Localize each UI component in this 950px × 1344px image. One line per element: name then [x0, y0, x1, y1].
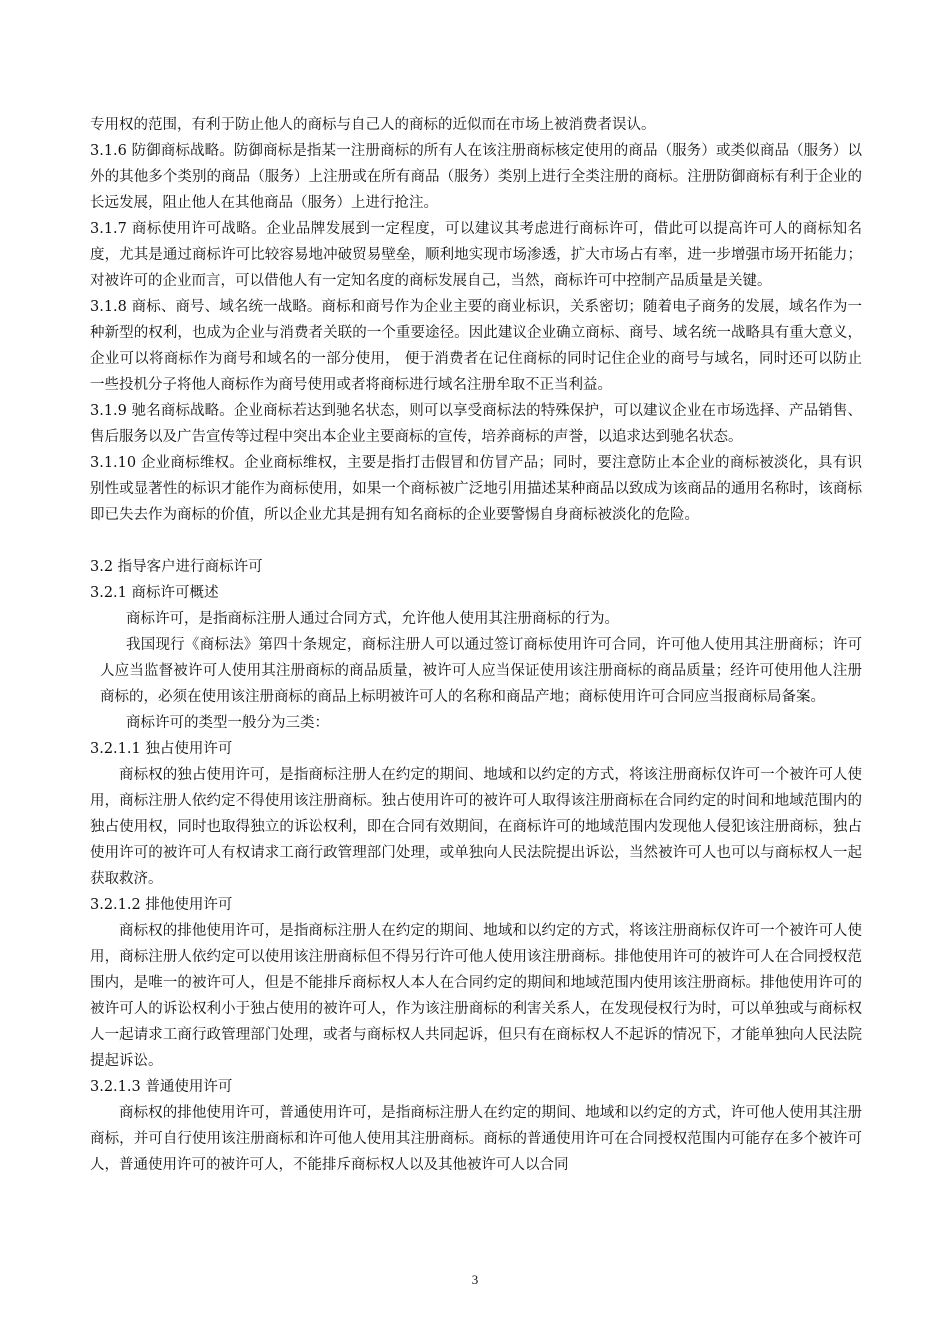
paragraph-3-1-6: 3.1.6 防御商标战略。防御商标是指某一注册商标的所有人在该注册商标核定使用的商品（服务）或类似商品（服务）以外的其他多个类别的商品（服务）上注册或在所有商品（服务）类别上进行全类注册的商标。注册防御商标有利于企业的长远发展，阻止他人在其他商品（服务）上进行抢注。 [90, 143, 862, 211]
paragraph-exclusive-license: 商标权的独占使用许可，是指商标注册人在约定的期间、地域和以约定的方式，将该注册商标仅许可一个被许可人使用，商标注册人依约定不得使用该注册商标。独占使用许可的被许可人取得该注册商标在合同约定的时间和地域范围内的独占使用权，同时也取得独立的诉讼权利，即在合同有效期间，在商标许可的地域范围内发现他人侵犯该注册商标，独占使用许可的被许可人有权请求工商行政管理部门处理，或单独向人民法院提出诉讼，当然被许可人也可以与商标权人一起获取救济。 [90, 767, 862, 887]
paragraph-trademark-law-article-40: 我国现行《商标法》第四十条规定，商标注册人可以通过签订商标使用许可合同，许可他人使用其注册商标；许可人应当监督被许可人使用其注册商标的商品质量，被许可人应当保证使用该注册商标的商品质量；经许可使用他人注册商标的，必须在使用该注册商标的商品上标明被许可人的名称和商品产地；商标使用许可合同应当报商标局备案。 [100, 637, 862, 705]
heading-3-2: 3.2 指导客户进行商标许可 [90, 559, 263, 575]
paragraph-continuation: 专用权的范围，有利于防止他人的商标与自己人的商标的近似而在市场上被消费者误认。 [90, 117, 656, 133]
document-body [90, 112, 862, 1178]
heading-3-2-1-2: 3.2.1.2 排他使用许可 [90, 897, 233, 913]
paragraph-license-definition: 商标许可，是指商标注册人通过合同方式，允许他人使用其注册商标的行为。 [126, 611, 619, 627]
paragraph-ordinary-license: 商标权的排他使用许可，普通使用许可，是指商标注册人在约定的期间、地域和以约定的方式，许可他人使用其注册商标，并可自行使用该注册商标和许可他人使用其注册商标。商标的普通使用许可在合同授权范围内可能存在多个被许可人，普通使用许可的被许可人，不能排斥商标权人以及其他被许可人以合同 [90, 1105, 862, 1173]
heading-3-2-1-1: 3.2.1.1 独占使用许可 [90, 741, 233, 757]
paragraph-license-types: 商标许可的类型一般分为三类： [126, 715, 329, 731]
paragraph-sole-license: 商标权的排他使用许可，是指商标注册人在约定的期间、地域和以约定的方式，将该注册商标仅许可一个被许可人使用，商标注册人依约定可以使用该注册商标但不得另行许可他人使用该注册商标。排他使用许可的被许可人在合同授权范围内，是唯一的被许可人，但是不能排斥商标权人本人在合同约定的期间和地域范围内使用该注册商标。排他使用许可的被许可人的诉讼权利小于独占使用的被许可人，作为该注册商标的利害关系人，在发现侵权行为时，可以单独或与商标权人一起请求工商行政管理部门处理，或者与商标权人共同起诉，但只有在商标权人不起诉的情况下，才能单独向人民法院提起诉讼。 [90, 923, 862, 1069]
paragraph-3-1-8: 3.1.8 商标、商号、域名统一战略。商标和商号作为企业主要的商业标识，关系密切；随着电子商务的发展，域名作为一种新型的权利，也成为企业与消费者关联的一个重要途径。因此建议企业确立商标、商号、域名统一战略具有重大意义，企业可以将商标作为商号和域名的一部分使用， 便于消费者在记住商标的同时记住企业的商号与域名，同时还可以防止一些投机分子将他人商标作为商号使用或者将商标进行域名注册牟取不正当利益。 [90, 299, 862, 393]
section-gap [90, 528, 862, 554]
paragraph-3-1-7: 3.1.7 商标使用许可战略。企业品牌发展到一定程度，可以建议其考虑进行商标许可，借此可以提高许可人的商标知名度，尤其是通过商标许可比较容易地冲破贸易壁垒，顺利地实现市场渗透，扩大市场占有率，进一步增强市场开拓能力；对被许可的企业而言，可以借他人有一定知名度的商标发展自己，当然，商标许可中控制产品质量是关键。 [90, 221, 862, 289]
page-number: 3 [471, 1272, 479, 1287]
heading-3-2-1: 3.2.1 商标许可概述 [90, 585, 219, 601]
heading-3-2-1-3: 3.2.1.3 普通使用许可 [90, 1079, 233, 1095]
paragraph-3-1-9: 3.1.9 驰名商标战略。企业商标若达到驰名状态，则可以享受商标法的特殊保护，可以建议企业在市场选择、产品销售、售后服务以及广告宣传等过程中突出本企业主要商标的宣传，培养商标的声誉，以追求达到驰名状态。 [90, 403, 862, 445]
paragraph-3-1-10: 3.1.10 企业商标维权。企业商标维权，主要是指打击假冒和仿冒产品；同时，要注意防止本企业的商标被淡化，具有识别性或显著性的标识才能作为商标使用，如果一个商标被广泛地引用描述某种商品以致成为该商品的通用名称时，该商标即已失去作为商标的价值，所以企业尤其是拥有知名商标的企业要警惕自身商标被淡化的危险。 [90, 455, 862, 523]
